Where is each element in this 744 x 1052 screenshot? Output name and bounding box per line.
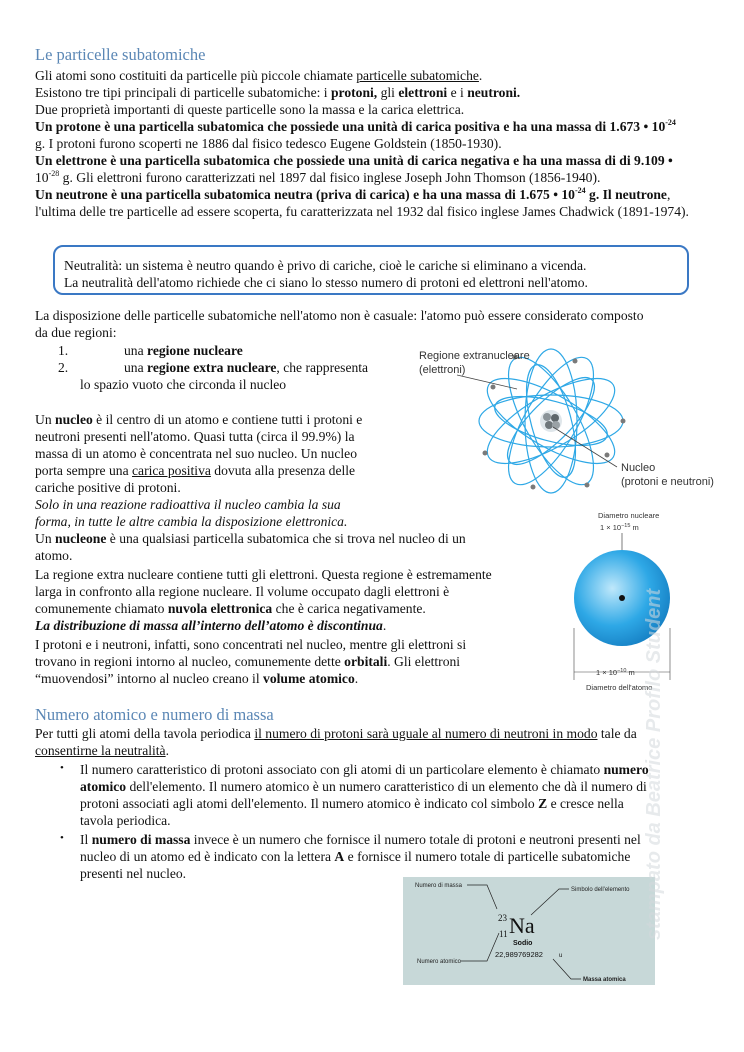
label-nucleus-sub: (protoni e neutroni): [621, 476, 714, 488]
box-line: La neutralità dell'atomo richiede che ci siano lo stesso numero di protoni ed elettroni nell'atomo.: [64, 275, 588, 290]
bold-term: nucleo: [55, 412, 93, 427]
text: , l'ultima delle tre particelle ad essere scoperta, fu caratterizzata nel 1932 dal fisico inglese James Chadwick (1891-1974).: [35, 187, 689, 219]
label-extranuclear-sub: (elettroni): [419, 364, 466, 376]
nucleus-icon: [540, 410, 562, 432]
extra-region-text: La regione extra nucleare contiene tutti gli elettroni. Questa regione è estremamente: [35, 567, 492, 582]
bold-term: regione extra nucleare: [147, 360, 277, 375]
label-nucleus: Nucleo: [621, 462, 656, 474]
label-atomic-mass: Massa atomica: [583, 977, 626, 983]
label-mass-number: Numero di massa: [415, 883, 463, 889]
atomic-mass: 22,989769282: [495, 950, 543, 959]
text: Il: [80, 832, 92, 847]
bold-italic-term: La distribuzione di massa all’interno dell’atomo è discontinua: [35, 618, 383, 633]
exponent: −10: [617, 668, 627, 674]
nucleus-text: massa di un atomo è concentrata nel suo nucleo. Un nucleo: [35, 446, 357, 461]
atomic-number-text: [80, 778, 647, 795]
bold-term: neutroni.: [467, 85, 521, 100]
text: .: [478, 68, 483, 83]
text: tale da: [597, 726, 637, 741]
text: e i: [447, 85, 468, 100]
text: e fornisce il numero totale di particelle subatomiche: [344, 849, 631, 864]
mass-number-text: presenti nel nucleo.: [80, 866, 187, 881]
atomic-number-text: [80, 761, 649, 778]
text: nucleo di un atomo ed è indicato con la lettera: [80, 849, 335, 864]
label-atomic-number: Numero atomico: [417, 959, 462, 965]
watermark: [640, 540, 670, 960]
paragraph-neutrality-rule: [35, 742, 169, 759]
text: è una qualsiasi particella subatomica che si trova nel nucleo di un: [106, 531, 466, 546]
paragraph-types: [35, 84, 710, 101]
bullet: •: [60, 762, 64, 774]
bullet: •: [60, 832, 64, 844]
bold-term: atomico: [80, 779, 127, 794]
text: trovano in regioni intorno al nucleo, comunemente dette: [35, 654, 345, 669]
atomic-number-text: [80, 795, 624, 812]
bold-term: nucleone: [55, 531, 107, 546]
text: una: [124, 343, 148, 358]
paragraph-proton: [35, 118, 710, 152]
exponent: -24: [665, 118, 676, 127]
text: Il numero caratteristico di protoni associato con gli atomi di un particolare elemento è chiamato: [80, 762, 604, 777]
atomic-mass-unit: u: [559, 953, 563, 959]
text: m: [630, 523, 639, 532]
atomic-number-text: tavola periodica.: [80, 813, 171, 828]
bold-term: A: [334, 849, 345, 864]
nucleon-text: atomo.: [35, 548, 73, 563]
extra-region-text: [35, 600, 426, 617]
bold-term: regione nucleare: [147, 343, 243, 358]
label-nuclear-diameter: Diametro nucleare: [598, 511, 660, 520]
mass-number: 23: [498, 913, 507, 923]
paragraph-properties: Due proprietà importanti di queste particelle sono la massa e la carica elettrica.: [35, 102, 465, 117]
bold-term: numero di massa: [91, 832, 191, 847]
bold-term: orbitali: [344, 654, 388, 669]
text: 10: [35, 170, 49, 185]
text: Un: [35, 412, 56, 427]
bold-term: numero: [603, 762, 649, 777]
underlined-term: il numero di protoni sarà uguale al numero di neutroni in modo: [254, 726, 598, 741]
nucleus-text: cariche positive di protoni.: [35, 480, 181, 495]
orbital-text: [35, 653, 460, 670]
text: porta sempre una: [35, 463, 133, 478]
exponent: -28: [48, 169, 60, 178]
atomic-number: 11: [499, 929, 508, 939]
text: e cresce nella: [547, 796, 624, 811]
exponent: −15: [621, 523, 631, 529]
paragraph-neutrality-rule: [35, 725, 637, 742]
text: è il centro di un atomo e contiene tutti i protoni e: [92, 412, 363, 427]
nucleus-italic: Solo in una reazione radioattiva il nucleo cambia la sua: [35, 497, 341, 512]
text: Esistono tre tipi principali di particelle subatomiche: i: [35, 85, 331, 100]
orbital-text: I protoni e i neutroni, infatti, sono concentrati nel nucleo, mentre gli elettroni si: [35, 637, 467, 652]
electron-definition: Un elettrone è una particella subatomica che possiede una unità di carica negativa e ha una massa di di 9.109 •: [35, 153, 673, 168]
text: La disposizione delle particelle subatomiche nell'atomo non è casuale: l'atomo può essere considerato composto: [35, 308, 644, 323]
text: gli: [377, 85, 399, 100]
text: .: [382, 618, 387, 633]
nucleus-text: [35, 462, 355, 479]
text: “muovendosi” intorno al nucleo creano il: [35, 671, 264, 686]
bold-term: nuvola elettronica: [167, 601, 273, 616]
bold-term: Z: [538, 796, 548, 811]
paragraph-neutron: [35, 186, 710, 220]
mass-number-text: [80, 831, 641, 848]
nucleon-text: [35, 530, 466, 547]
text: dell'elemento. Il numero atomico è un numero caratteristico di un elemento che dà il numero di: [126, 779, 647, 794]
element-symbol: Na: [509, 913, 535, 938]
list-item: [124, 342, 243, 359]
bold-term: elettroni: [398, 85, 448, 100]
neutrality-box: [53, 245, 689, 295]
list-number: 2.: [58, 360, 69, 375]
nucleus-text: [35, 411, 362, 428]
text: Gli atomi sono costituiti da particelle più piccole chiamate: [35, 68, 357, 83]
text: Per tutti gli atomi della tavola periodica: [35, 726, 255, 741]
text: g. I protoni furono scoperti ne 1886 dal fisico tedesco Eugene Goldstein (1850-1930).: [35, 136, 502, 151]
nucleus-italic: forma, in tutte le altre cambia la disposizione elettronica.: [35, 514, 348, 529]
list-item-continuation: lo spazio vuoto che circonda il nucleo: [80, 377, 287, 392]
label-extranuclear: Regione extranucleare: [419, 350, 530, 362]
label-atom-diameter: Diametro dell'atomo: [586, 683, 653, 692]
neutron-definition: Un neutrone è una particella subatomica neutra (priva di carica) e ha una massa di 1.675 • 10: [35, 187, 575, 202]
label-element-symbol: Simbolo dell'elemento: [571, 887, 630, 893]
exponent: -24: [574, 186, 586, 195]
paragraph-electron: [35, 152, 710, 186]
atom-size-diagram: [560, 508, 690, 694]
list-number: 1.: [58, 343, 69, 358]
text: da due regioni:: [35, 325, 117, 340]
bold-term: protoni,: [330, 85, 378, 100]
text: g.: [585, 187, 603, 202]
label-nuclear-size: [600, 523, 639, 532]
nucleus-dot: [619, 595, 625, 601]
text: una: [124, 360, 148, 375]
text: .: [165, 743, 170, 758]
section-title-atomic-number: Numero atomico e numero di massa: [35, 705, 274, 724]
text: che è carica negativamente.: [272, 601, 426, 616]
text: invece è un numero che fornisce il numero totale di protoni e neutroni presenti nel: [190, 832, 641, 847]
text: protoni associati agli atomi dell'elemento. Il numero atomico è indicato col simbolo: [80, 796, 539, 811]
watermark-text: stampato da Beatrice Profilo Student: [643, 588, 665, 940]
element-name: Sodio: [513, 940, 533, 947]
text: Il neutrone: [602, 187, 667, 202]
text: dovuta alla presenza delle: [210, 463, 356, 478]
text: 1 × 10: [600, 523, 622, 532]
nucleus-text: neutroni presenti nell'atomo. Quasi tutta (circa il 99.9%) la: [35, 429, 355, 444]
mass-distribution: [35, 617, 386, 634]
underlined-term: consentirne la neutralità: [35, 743, 166, 758]
orbital-text: [35, 670, 358, 687]
text: g. Gli elettroni furono caratterizzati nel 1897 dal fisico inglese Joseph John Thomson (1856-1940).: [59, 170, 601, 185]
list-item: [124, 359, 368, 376]
text: 1 × 10: [596, 668, 618, 677]
proton-definition: Un protone è una particella subatomica che possiede una unità di carica positiva e ha una massa di 1.673 • 10: [35, 119, 666, 134]
sodium-element-diagram: [403, 877, 655, 985]
text: , che rappresenta: [276, 360, 369, 375]
underlined-term: particelle subatomiche: [356, 68, 479, 83]
text: m: [626, 668, 635, 677]
bold-term: volume atomico: [263, 671, 355, 686]
mass-number-text: [80, 848, 630, 865]
text: . Gli elettroni: [387, 654, 461, 669]
label-atom-size: [596, 668, 635, 677]
underlined-term: carica positiva: [132, 463, 211, 478]
extra-region-text: larga in confronto alla regione nucleare. Il volume occupato dagli elettroni è: [35, 584, 450, 599]
text: .: [354, 671, 359, 686]
text: comunemente chiamato: [35, 601, 168, 616]
paragraph-disposition: [35, 307, 710, 341]
paragraph-intro: [35, 67, 710, 84]
box-line: Neutralità: un sistema è neutro quando è privo di cariche, cioè le cariche si eliminano a vicenda.: [64, 258, 587, 273]
section-title-subatomic: Le particelle subatomiche: [35, 45, 206, 64]
text: Un: [35, 531, 56, 546]
atom-diagram: [405, 345, 715, 510]
